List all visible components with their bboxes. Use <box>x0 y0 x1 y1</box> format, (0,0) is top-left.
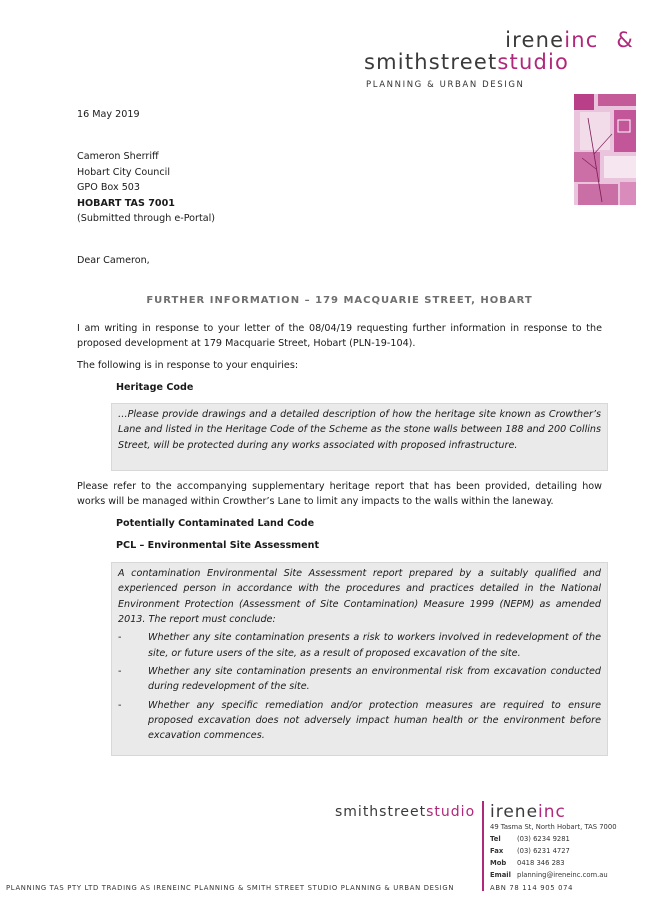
salutation: Dear Cameron, <box>77 255 150 266</box>
bullet-dash: - <box>118 632 122 644</box>
contamination-quote-box <box>111 562 608 756</box>
bullet-dash: - <box>118 666 122 678</box>
subject-heading: FURTHER INFORMATION – 179 MACQUARIE STREET, HOBART <box>146 295 533 306</box>
heritage-response: Please refer to the accompanying supplementary heritage report that has been provided, detailing how works will be managed within Crowther’s Lane to limit any impacts to the walls within the laneway. <box>77 481 602 508</box>
list-item <box>118 630 601 661</box>
footer-divider <box>482 801 484 891</box>
recipient-name: Cameron Sherriff <box>77 151 159 162</box>
footer-abn: ABN 78 114 905 074 <box>490 884 574 892</box>
footer-ireneinc-logo: ireneinc <box>490 802 566 822</box>
section-heading-contamination: Potentially Contaminated Land Code <box>116 518 315 529</box>
footer-trading-name: PLANNING TAS PTY LTD TRADING AS IRENEINC PLANNING & SMITH STREET STUDIO PLANNING & URBAN DESIGN <box>6 884 455 892</box>
logo-line-ireneinc: ireneinc & <box>505 28 634 52</box>
bullet-text: Whether any site contamination presents a risk to workers involved in redevelopment of the site, or future users of the site, as a result of proposed excavation of the site. <box>148 632 601 659</box>
list-item <box>118 664 601 695</box>
recipient-city: HOBART TAS 7001 <box>77 197 175 209</box>
section-heading-heritage: Heritage Code <box>116 382 194 393</box>
footer-tel: Tel (03) 6234 9281 <box>490 834 570 843</box>
intro-paragraph: I am writing in response to your letter of the 08/04/19 requesting further information in response to the proposed development at 179 Macquarie Street, Hobart (PLN-19-104). <box>77 323 602 350</box>
section-subheading-esa: PCL – Environmental Site Assessment <box>116 540 320 551</box>
logo-line-smithstreetstudio: smithstreetstudio <box>364 50 570 74</box>
bullet-text: Whether any site contamination presents an environmental risk from excavation conducted during redevelopment of the site. <box>148 666 601 693</box>
footer-address: 49 Tasma St, North Hobart, TAS 7000 <box>490 823 617 831</box>
following-paragraph: The following is in response to your enquiries: <box>77 360 299 371</box>
recipient-note: (Submitted through e-Portal) <box>77 213 215 225</box>
footer-fax: Fax (03) 6231 4727 <box>490 846 570 855</box>
recipient-box: GPO Box 503 <box>77 182 141 194</box>
footer-mob: Mob 0418 346 283 <box>490 858 565 867</box>
footer-contact-details <box>490 822 617 881</box>
recipient-address <box>77 149 215 227</box>
bullet-text: Whether any specific remediation and/or protection measures are required to ensure proposed excavation does not adversely impact human health or the environment before excavation commences. <box>148 699 601 742</box>
letterhead-logo <box>364 30 634 93</box>
contamination-quote-text: A contamination Environmental Site Assessment report prepared by a suitably qualified and experienced person in accordance with the procedures and practices detailed in the National Environment Protection (Assessment of Site Contamination) Measure 1999 (NEPM) as amended 2013. The report must conclude: <box>118 568 601 626</box>
footer-email: Email planning@ireneinc.com.au <box>490 870 608 879</box>
list-item <box>118 698 601 744</box>
heritage-quote-box: …Please provide drawings and a detailed description of how the heritage site known as Crowther’s Lane and listed in the Heritage Code of the Scheme as the stone walls between 188 and 200 Collins Street, will be protected during any works associated with proposed infrastructure. <box>111 403 608 471</box>
bullet-dash: - <box>118 699 122 711</box>
recipient-org: Hobart City Council <box>77 166 170 178</box>
footer-studio-logo: smithstreetstudio <box>335 804 476 820</box>
letterhead-photo-collage <box>574 94 636 205</box>
logo-tagline: PLANNING & URBAN DESIGN <box>366 80 525 91</box>
letter-date: 16 May 2019 <box>77 109 140 120</box>
